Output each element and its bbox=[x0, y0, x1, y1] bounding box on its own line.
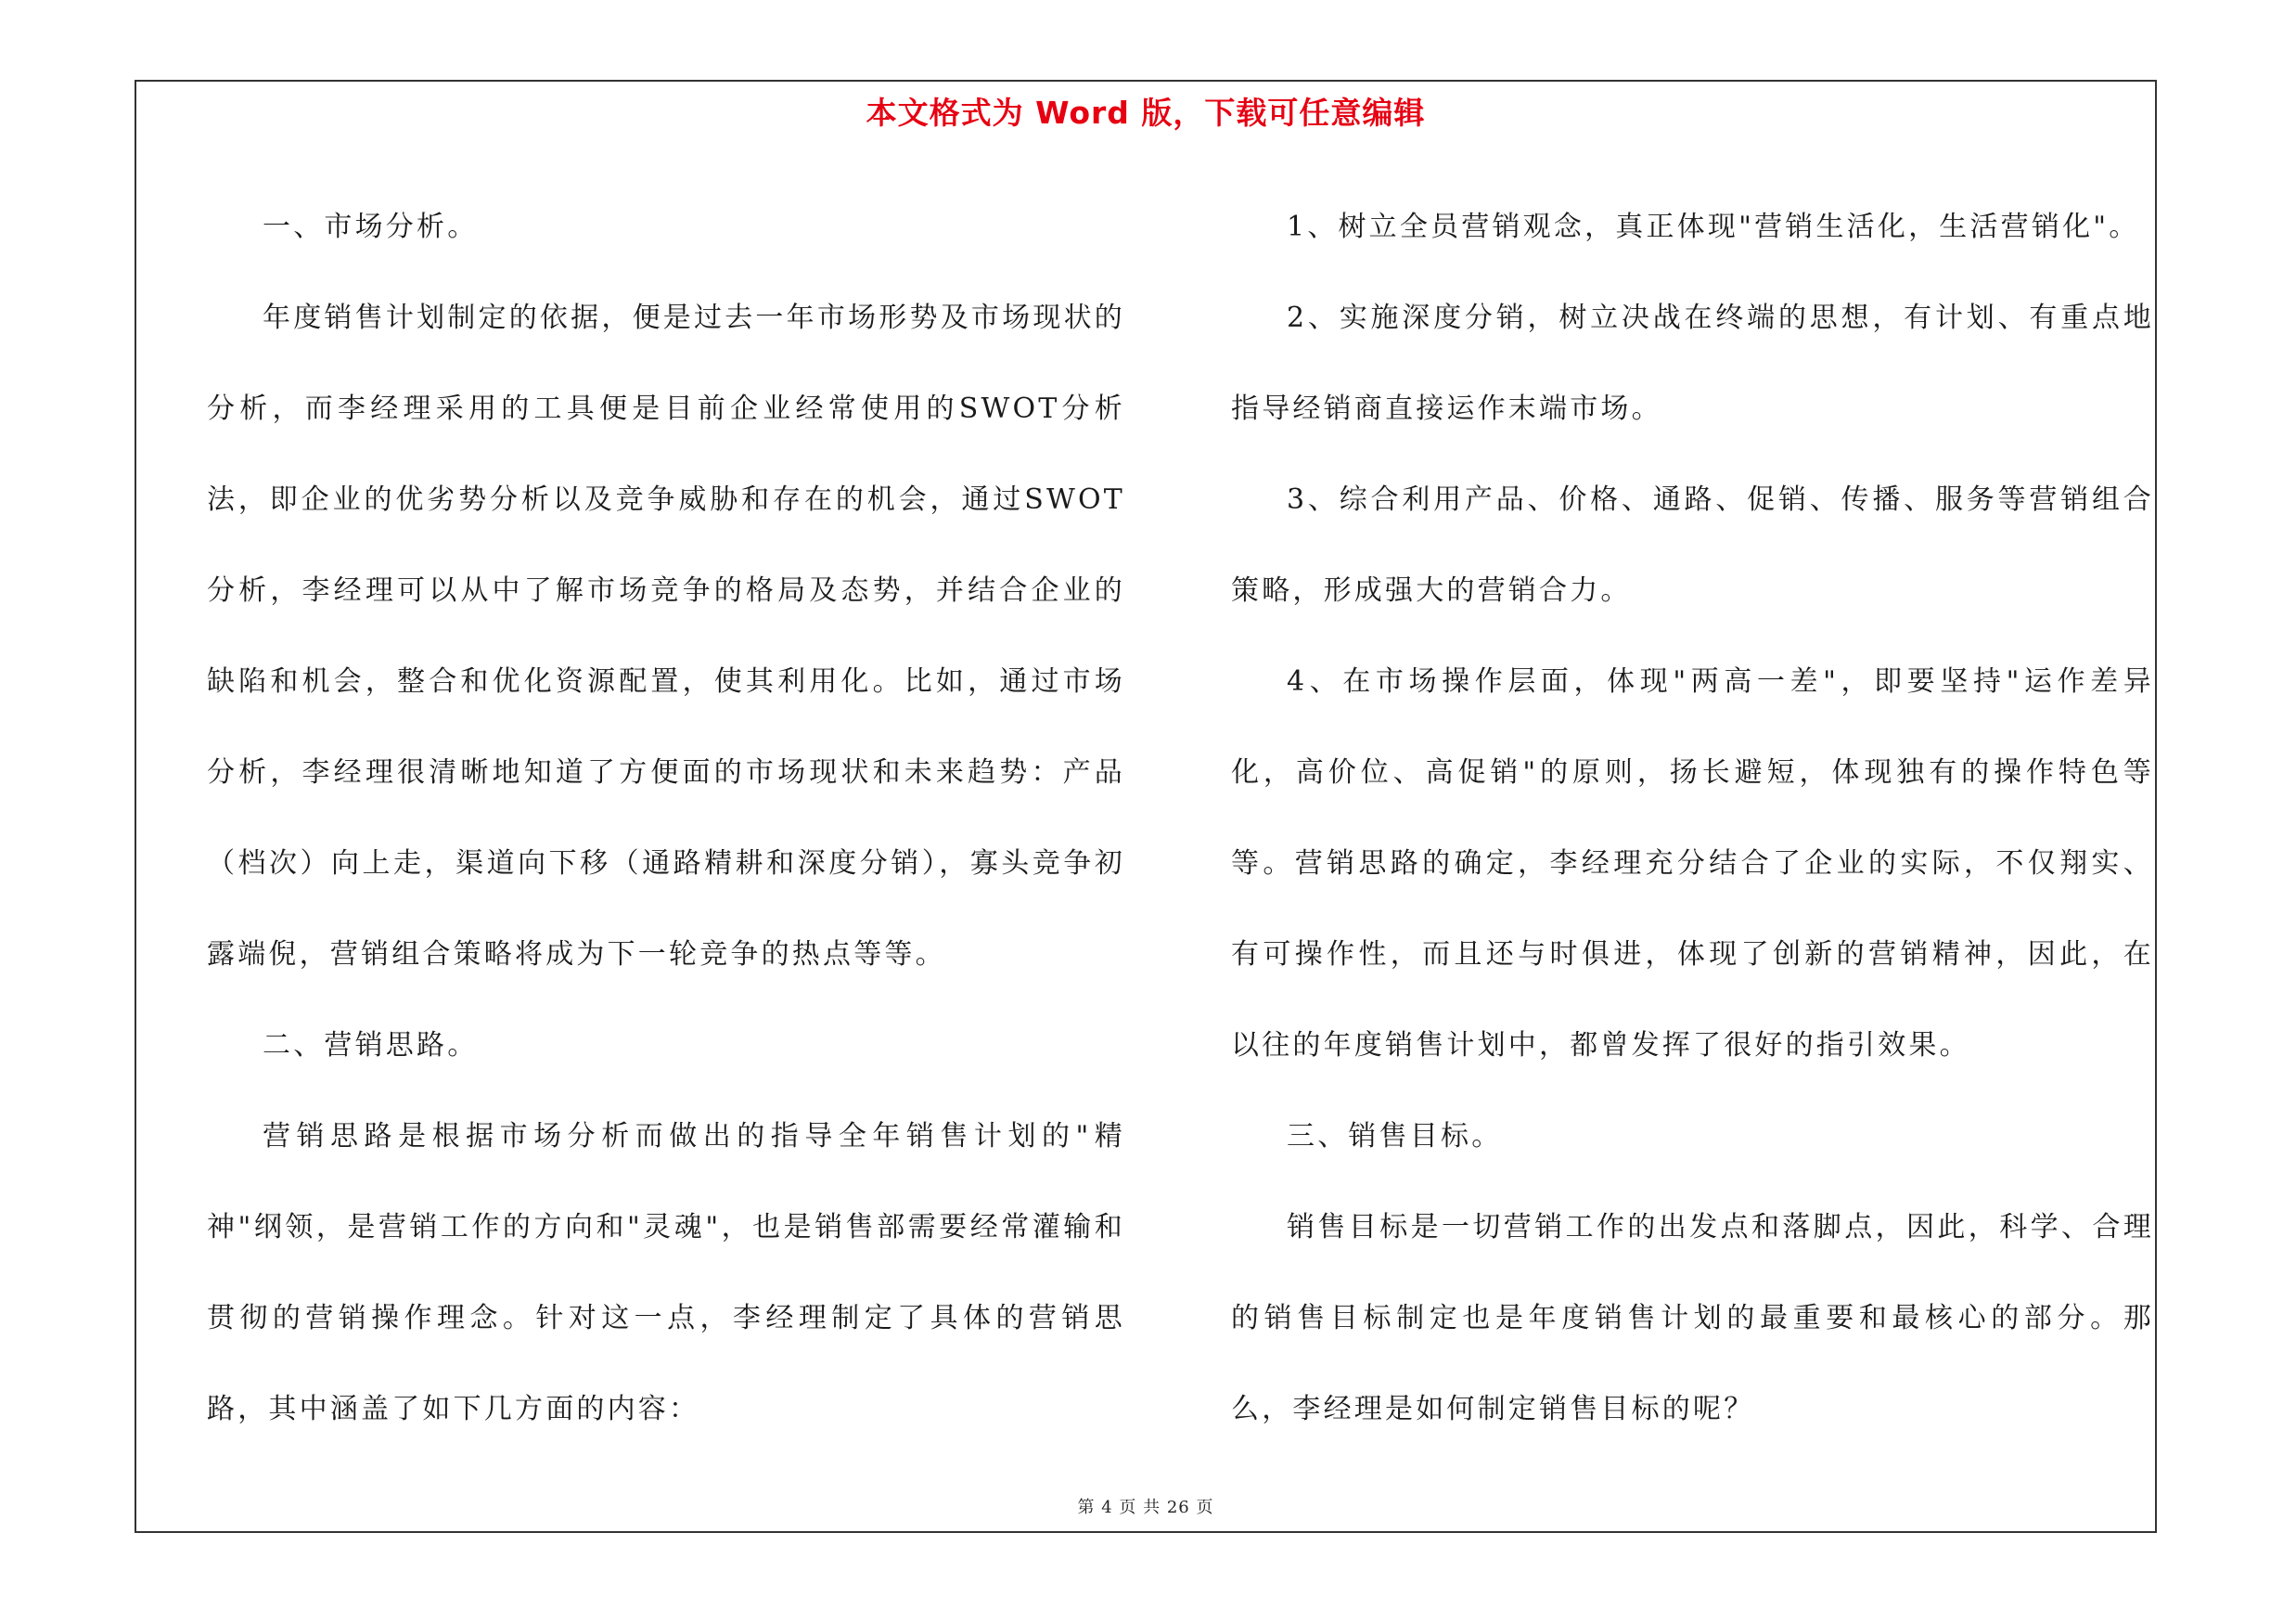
list-item-3: 3、综合利用产品、价格、通路、促销、传播、服务等营销组合策略，形成强大的营销合力。 bbox=[1231, 483, 2154, 607]
section-heading-market-analysis: 一、市场分析。 bbox=[263, 211, 479, 243]
page-frame bbox=[135, 80, 2157, 1533]
right-column bbox=[1231, 182, 2154, 1455]
section-heading-sales-target: 三、销售目标。 bbox=[1287, 1120, 1503, 1153]
page-number-footer: 第 4 页 共 26 页 bbox=[1077, 1498, 1214, 1517]
list-item-4: 4、在市场操作层面，体现"两高一差"，即要坚持"运作差异化，高价位、高促销"的原则，扬长避短，体现独有的操作特色等等。营销思路的确定，李经理充分结合了企业的实际，不仅翔实、有可操作性，而且还与时俱进，体现了创新的营销精神，因此，在以往的年度销售计划中，都曾发挥了很好的指引效果。 bbox=[1231, 665, 2154, 1062]
list-item-1: 1、树立全员营销观念，真正体现"营销生活化，生活营销化"。 bbox=[1287, 211, 2140, 243]
list-item-2: 2、实施深度分销，树立决战在终端的思想，有计划、有重点地指导经销商直接运作末端市场。 bbox=[1231, 302, 2154, 425]
section-heading-marketing-approach: 二、营销思路。 bbox=[263, 1029, 479, 1062]
left-column bbox=[207, 182, 1125, 1455]
format-notice-banner: 本文格式为 Word 版，下载可任意编辑 bbox=[866, 95, 1426, 131]
paragraph-sales-target: 销售目标是一切营销工作的出发点和落脚点，因此，科学、合理的销售目标制定也是年度销售计划的最重要和最核心的部分。那么，李经理是如何制定销售目标的呢？ bbox=[1231, 1211, 2154, 1425]
paragraph-marketing-approach: 营销思路是根据市场分析而做出的指导全年销售计划的"精神"纲领，是营销工作的方向和"灵魂"，也是销售部需要经常灌输和贯彻的营销操作理念。针对这一点，李经理制定了具体的营销思路，其中涵盖了如下几方面的内容： bbox=[207, 1120, 1125, 1425]
paragraph-market-analysis: 年度销售计划制定的依据，便是过去一年市场形势及市场现状的分析，而李经理采用的工具便是目前企业经常使用的SWOT分析法，即企业的优劣势分析以及竞争威胁和存在的机会，通过SWOT分析，李经理可以从中了解市场竞争的格局及态势，并结合企业的缺陷和机会，整合和优化资源配置，使其利用化。比如，通过市场分析，李经理很清晰地知道了方便面的市场现状和未来趋势：产品（档次）向上走，渠道向下移（通路精耕和深度分销），寡头竞争初露端倪，营销组合策略将成为下一轮竞争的热点等等。 bbox=[207, 302, 1125, 971]
